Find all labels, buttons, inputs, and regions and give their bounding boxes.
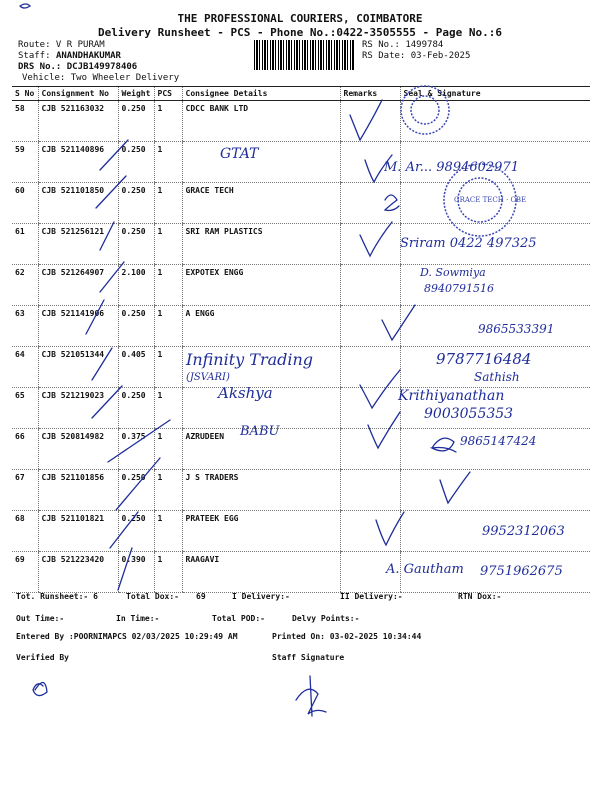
total-dox-label: Total Dox:- — [126, 592, 179, 601]
slash-row67 — [116, 458, 160, 510]
cell-consignee: PRATEEK EGG — [182, 511, 340, 552]
cell-consignee: EXPOTEX ENGG — [182, 265, 340, 306]
staff-name: ANANDHAKUMAR — [55, 51, 121, 61]
cell-pcs: 1 — [154, 142, 182, 183]
cell-sno: 67 — [12, 470, 38, 511]
hw-row66-phone: 9865147424 — [460, 434, 537, 448]
hw-row69-sign: A. Gautham — [386, 562, 464, 577]
route-label: Route: V R PURAM — [18, 40, 105, 50]
cell-consignee: RAAGAVI — [182, 552, 340, 593]
cell-consignee: GRACE TECH — [182, 183, 340, 224]
cell-consignee: J S TRADERS — [182, 470, 340, 511]
slash-row63 — [86, 300, 104, 334]
signature-row66 — [432, 438, 456, 452]
stamp-round-inner — [411, 96, 439, 124]
hw-row64-name: Infinity Trading — [186, 350, 314, 369]
stamp-round-top — [401, 86, 449, 134]
slash-row64 — [92, 348, 112, 380]
cell-weight: 0.390 — [118, 552, 154, 593]
cell-consignment: CJB 521101850 — [38, 183, 118, 224]
delvy-points: Delvy Points:- — [292, 614, 360, 623]
cell-weight: 0.250 — [118, 183, 154, 224]
ii-delivery: II Delivery:- — [340, 592, 403, 601]
rtn-dox: RTN Dox:- — [458, 592, 502, 601]
hw-row62-phone: 8940791516 — [424, 282, 494, 295]
cell-consignee: CDCC BANK LTD — [182, 101, 340, 142]
cell-consignment: CJB 520814982 — [38, 429, 118, 470]
cell-weight: 0.405 — [118, 347, 154, 388]
cell-pcs: 1 — [154, 511, 182, 552]
tick-row58 — [350, 100, 382, 140]
entered-by: Entered By :POORNIMAPCS 02/03/2025 10:29:49 AM — [16, 632, 238, 641]
cell-weight: 0.250 — [118, 470, 154, 511]
tick-row68 — [376, 512, 404, 545]
cell-sno: 63 — [12, 306, 38, 347]
col-remarks: Remarks — [340, 87, 400, 101]
tick-row67 — [440, 472, 470, 503]
cell-sno: 60 — [12, 183, 38, 224]
cell-consignment: CJB 521101856 — [38, 470, 118, 511]
col-weight: Weight — [118, 87, 154, 101]
slash-row60 — [96, 176, 126, 208]
tick-row63 — [382, 305, 415, 340]
cell-pcs: 1 — [154, 470, 182, 511]
rs-date: RS Date: 03-Feb-2025 — [362, 51, 471, 61]
cell-sno: 69 — [12, 552, 38, 593]
hw-row64-sign: Sathish — [474, 370, 520, 384]
slash-row65 — [92, 386, 122, 418]
signature-staff — [296, 676, 326, 716]
cell-consignee: SRI RAM PLASTICS — [182, 224, 340, 265]
out-time: Out Time:- — [16, 614, 65, 623]
slash-row61 — [100, 222, 114, 250]
cell-weight: 2.100 — [118, 265, 154, 306]
slash-row59 — [100, 140, 128, 170]
hw-row66-name: BABU — [240, 424, 280, 439]
drs-number: DRS No.: DCJB149978406 — [18, 62, 138, 72]
cell-consignee: A ENGG — [182, 306, 340, 347]
cell-pcs: 1 — [154, 224, 182, 265]
rs-number: RS No.: 1499784 — [362, 40, 444, 50]
signature-verified — [33, 682, 47, 695]
cell-weight: 0.250 — [118, 511, 154, 552]
staff-signature-label: Staff Signature — [272, 653, 345, 662]
col-consignee: Consignee Details — [182, 87, 340, 101]
cell-consignment: CJB 521223420 — [38, 552, 118, 593]
cell-sno: 62 — [12, 265, 38, 306]
hw-row69-phone: 9751962675 — [480, 564, 563, 579]
hw-row68-phone: 9952312063 — [482, 524, 565, 539]
cell-pcs: 1 — [154, 265, 182, 306]
cell-pcs: 1 — [154, 552, 182, 593]
cell-consignee: AZRUDEEN — [182, 429, 340, 470]
company-title: THE PROFESSIONAL COURIERS, COIMBATORE — [177, 12, 423, 25]
in-time: In Time:- — [116, 614, 160, 623]
slash-row69 — [118, 548, 132, 590]
cell-weight: 0.250 — [118, 142, 154, 183]
col-seal-signature: Seal & Signature — [400, 87, 590, 101]
scribble-row60 — [385, 195, 399, 211]
cell-sno: 65 — [12, 388, 38, 429]
cell-sno: 64 — [12, 347, 38, 388]
col-sno: S No — [12, 87, 38, 101]
cell-pcs: 1 — [154, 347, 182, 388]
verified-by-label: Verified By — [16, 653, 69, 662]
slash-row68 — [110, 512, 138, 548]
hw-row65-phone: 9003055353 — [424, 406, 514, 422]
cell-pcs: 1 — [154, 183, 182, 224]
tick-row61 — [360, 222, 392, 256]
cell-consignment: CJB 521051344 — [38, 347, 118, 388]
tick-row64 — [360, 370, 400, 408]
hw-row59-name: GTAT — [220, 146, 259, 162]
cell-consignment: CJB 521219023 — [38, 388, 118, 429]
cell-sno: 66 — [12, 429, 38, 470]
cell-weight: 0.250 — [118, 388, 154, 429]
tot-runsheet: Tot. Runsheet:- 6 — [16, 592, 98, 601]
cell-weight: 0.250 — [118, 101, 154, 142]
cell-pcs: 1 — [154, 306, 182, 347]
cell-weight: 0.250 — [118, 306, 154, 347]
cell-weight: 0.250 — [118, 224, 154, 265]
cell-consignment: CJB 521141906 — [38, 306, 118, 347]
hw-row64-sub: (JSVARI) — [186, 372, 230, 383]
cell-consignment: CJB 521264907 — [38, 265, 118, 306]
hw-row65-name: Akshya — [218, 384, 273, 402]
tick-row65 — [368, 412, 400, 448]
cell-sno: 58 — [12, 101, 38, 142]
i-delivery: I Delivery:- — [232, 592, 290, 601]
hw-row63-phone: 9865533391 — [478, 322, 555, 336]
vehicle-type: Vehicle: Two Wheeler Delivery — [22, 73, 180, 83]
total-pod: Total POD:- — [212, 614, 265, 623]
hw-row60-phone: M. Ar... 9894602971 — [384, 160, 519, 175]
cell-consignment: CJB 521101821 — [38, 511, 118, 552]
cell-weight: 0.375 — [118, 429, 154, 470]
col-consignment: Consignment No — [38, 87, 118, 101]
corner-mark — [20, 4, 30, 8]
cell-sno: 59 — [12, 142, 38, 183]
cell-consignment: CJB 521140896 — [38, 142, 118, 183]
cell-consignment: CJB 521256121 — [38, 224, 118, 265]
stamp-label: GRACE TECH · CBE — [454, 196, 527, 204]
cell-sno: 61 — [12, 224, 38, 265]
col-pcs: PCS — [154, 87, 182, 101]
hw-row65-sign: Krithiyanathan — [398, 388, 505, 404]
cell-consignment: CJB 521163032 — [38, 101, 118, 142]
runsheet-subtitle: Delivery Runsheet - PCS - Phone No.:0422-3505555 - Page No.:6 — [98, 26, 502, 39]
hw-row64-phone: 9787716484 — [436, 350, 532, 368]
hw-row62-name: D. Sowmiya — [420, 266, 486, 279]
slash-row62 — [100, 262, 124, 292]
cell-pcs: 1 — [154, 101, 182, 142]
cell-pcs: 1 — [154, 388, 182, 429]
printed-on: Printed On: 03-02-2025 10:34:44 — [272, 632, 422, 641]
cell-pcs: 1 — [154, 429, 182, 470]
slash-row66 — [108, 420, 170, 462]
staff-label: Staff: — [18, 51, 51, 61]
cell-sno: 68 — [12, 511, 38, 552]
total-dox-value: 69 — [196, 592, 206, 601]
hw-row61-phone: Sriram 0422 497325 — [400, 236, 537, 251]
